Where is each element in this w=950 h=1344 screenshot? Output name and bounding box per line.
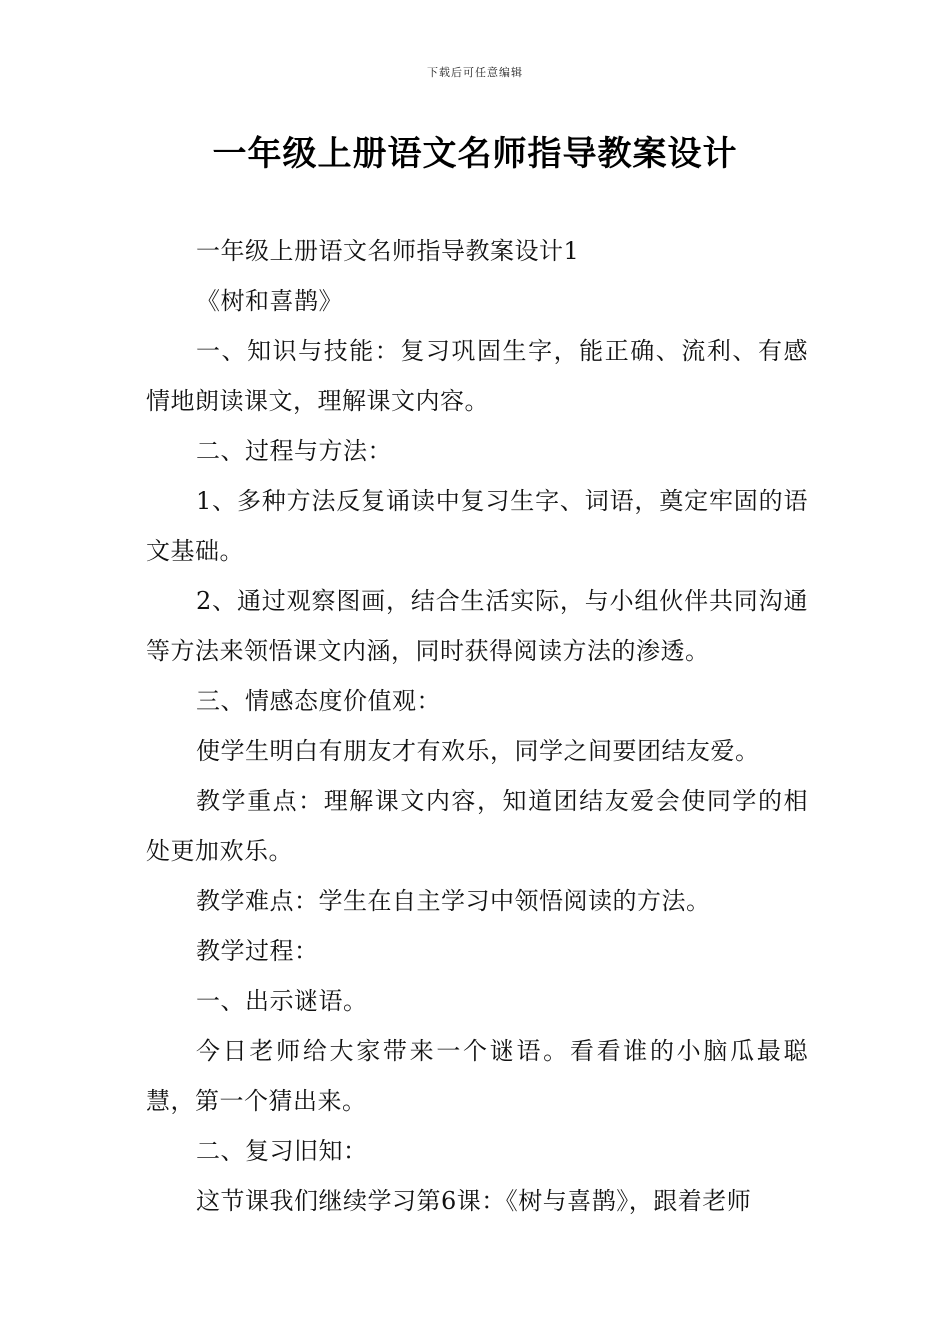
paragraph-riddle-text: 今日老师给大家带来一个谜语。看看谁的小脑瓜最聪慧，第一个猜出来。 [146,1037,808,1115]
header-note: 下载后可任意编辑 [427,66,523,79]
paragraph-method-2: 2、通过观察图画，结合生活实际，与小组伙伴共同沟通等方法来领悟课文内涵，同时获得阅读方法的渗透。 [146,587,808,665]
paragraph-lesson-name: 《树和喜鹊》 [196,287,343,315]
paragraph-teaching-process: 教学过程： [196,937,319,965]
paragraph-review-text: 这节课我们继续学习第6课：《树与喜鹊》，跟着老师 [196,1187,752,1215]
document-body [146,226,808,1226]
paragraph-process-methods: 二、过程与方法： [196,437,392,465]
paragraph-emotion-values: 三、情感态度价值观： [196,687,441,715]
paragraph-values-goal: 使学生明白有朋友才有欢乐，同学之间要团结友爱。 [196,737,760,765]
paragraph-step-review: 二、复习旧知： [196,1137,368,1165]
paragraph-step-riddle: 一、出示谜语。 [196,987,368,1015]
paragraph-difficulties: 教学难点：学生在自主学习中领悟阅读的方法。 [196,887,711,915]
paragraph-key-points: 教学重点：理解课文内容，知道团结友爱会使同学的相处更加欢乐。 [146,787,808,865]
paragraph-knowledge-skills: 一、知识与技能：复习巩固生字，能正确、流利、有感情地朗读课文，理解课文内容。 [146,337,808,415]
document-title: 一年级上册语文名师指导教案设计 [212,134,738,174]
paragraph-method-1: 1、多种方法反复诵读中复习生字、词语，奠定牢固的语文基础。 [146,487,808,565]
paragraph-lesson-heading: 一年级上册语文名师指导教案设计1 [196,237,580,265]
